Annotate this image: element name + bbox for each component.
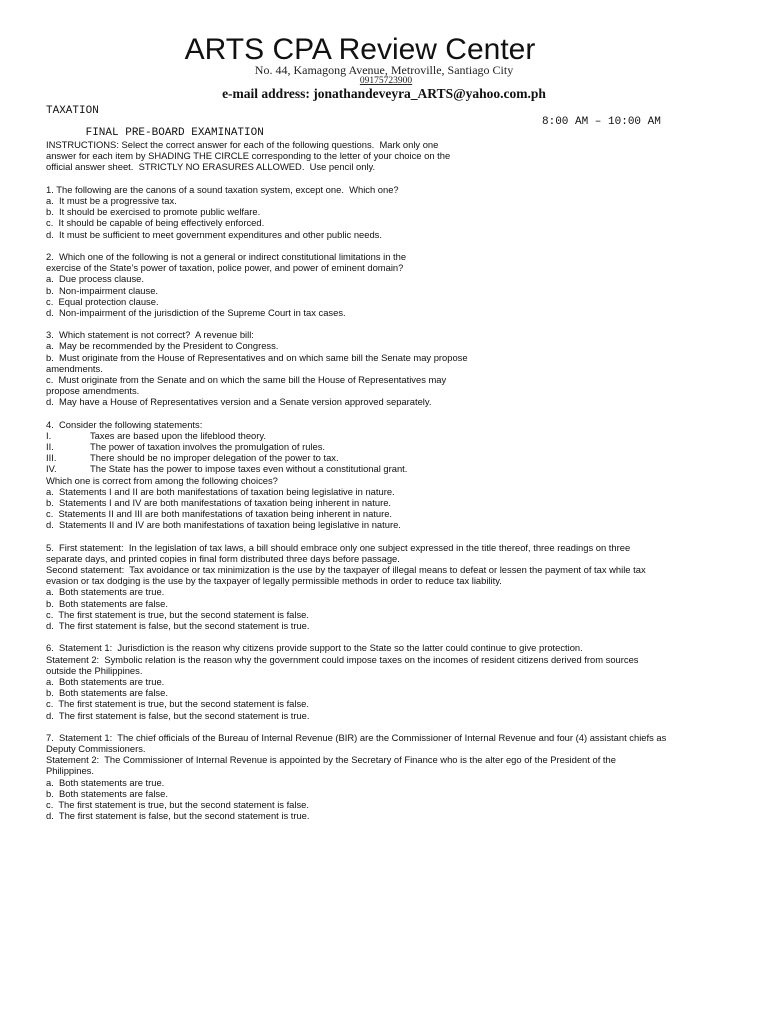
question-5 — [46, 542, 761, 632]
choice-b: b. Both statements are false. — [46, 687, 168, 699]
statement-numeral: II. — [46, 441, 54, 453]
exam-title: FINAL PRE-BOARD EXAMINATION — [85, 126, 264, 139]
choice-b: b. Both statements are false. — [46, 787, 168, 799]
statement-item — [46, 441, 761, 452]
exam-subject: TAXATION — [46, 104, 99, 117]
choice-b: b. Non-impairment clause. — [46, 284, 159, 296]
question-stem: 1. The following are the canons of a sound taxation system, except one. Which one? — [46, 183, 399, 195]
choice-d: d. The first statement is false, but the second statement is true. — [46, 709, 310, 721]
question-1 — [46, 184, 761, 240]
choice-c: c. It should be capable of being effectively enforced. — [46, 217, 265, 229]
choice-c: c. Equal protection clause. — [46, 295, 159, 307]
choice-d: d. Non-impairment of the jurisdiction of the Supreme Court in tax cases. — [46, 306, 346, 318]
question-2 — [46, 251, 761, 318]
choice-a: a. Due process clause. — [46, 273, 144, 285]
statement-numeral: I. — [46, 429, 52, 441]
question-stem: 5. First statement: In the legislation of tax laws, a bill should embrace only one subject expressed in the title thereof, three readings on three separate days, and printed copies in final form distributed three days before passage. Second statement: Tax avoidance or tax minimization is the use by the taxpayer of illegal means to defeat or lessen the payment of tax while tax evasion or tax dodging is the use by the taxpayer of legally permissible methods in order to reduce tax liability. — [46, 541, 646, 587]
choice-c: c. The first statement is true, but the second statement is false. — [46, 608, 309, 620]
statement-text: Taxes are based upon the lifeblood theory. — [90, 429, 266, 441]
choice-d: d. May have a House of Representatives version and a Senate version approved separately. — [46, 396, 432, 408]
question-stem: 7. Statement 1: The chief officials of the Bureau of Internal Revenue (BIR) are the Commissioner of Internal Revenue and four (4) assistant chiefs as Deputy Commissioners. Statement 2: The Commissioner of Internal Revenue is appointed by the Secretary of Finance who is the alter ego of the President of the Philippines. — [46, 731, 667, 777]
choice-c: c. Must originate from the Senate and on which the same bill the House of Representatives may propose amendments. — [46, 374, 447, 397]
choice-b: b. It should be exercised to promote public welfare. — [46, 206, 261, 218]
question-4 — [46, 419, 761, 531]
choice-d: d. The first statement is false, but the second statement is true. — [46, 810, 310, 822]
statement-text: There should be no improper delegation of the power to tax. — [90, 452, 339, 464]
statement-numeral: IV. — [46, 463, 57, 475]
review-center-phone: 09175723900 — [359, 76, 413, 86]
statement-item — [46, 452, 761, 463]
choice-c: c. Statements II and III are both manifestations of taxation being inherent in nature. — [46, 508, 393, 520]
statement-item — [46, 430, 761, 441]
choice-a: a. Both statements are true. — [46, 675, 165, 687]
review-center-email: e-mail address: jonathandeveyra_ARTS@yahoo.com.ph — [222, 86, 546, 101]
choice-a: a. Both statements are true. — [46, 776, 165, 788]
review-center-title: ARTS CPA Review Center — [184, 33, 536, 66]
statement-item — [46, 463, 761, 474]
question-stem: 3. Which statement is not correct? A revenue bill: — [46, 329, 254, 341]
choice-a: a. May be recommended by the President to Congress. — [46, 340, 279, 352]
exam-title-row — [46, 115, 761, 139]
choice-b: b. Both statements are false. — [46, 597, 168, 609]
choice-a: a. It must be a progressive tax. — [46, 195, 177, 207]
choice-a: a. Both statements are true. — [46, 586, 165, 598]
statement-text: The power of taxation involves the promulgation of rules. — [90, 441, 326, 453]
choice-b: b. Must originate from the House of Representatives and on which same bill the Senate may propose amendments. — [46, 351, 468, 374]
choice-c: c. The first statement is true, but the second statement is false. — [46, 799, 309, 810]
choice-d: d. The first statement is false, but the second statement is true. — [46, 620, 310, 632]
exam-body — [46, 106, 761, 822]
question-7 — [46, 732, 761, 822]
choice-c: c. The first statement is true, but the second statement is false. — [46, 698, 309, 710]
choice-d: d. Statements II and IV are both manifestations of taxation being legislative in nature. — [46, 519, 401, 531]
choice-b: b. Statements I and IV are both manifestations of taxation being inherent in nature. — [46, 496, 392, 508]
statement-numeral: III. — [46, 452, 57, 464]
question-prompt: Which one is correct from among the following choices? — [46, 474, 278, 486]
choice-d: d. It must be sufficient to meet government expenditures and other public needs. — [46, 228, 382, 240]
question-6 — [46, 642, 761, 720]
question-stem: 4. Consider the following statements: — [46, 418, 203, 430]
exam-time: 8:00 AM – 10:00 AM — [542, 115, 661, 128]
question-stem: 6. Statement 1: Jurisdiction is the reason why citizens provide support to the State so the latter could continue to give protection. Statement 2: Symbolic relation is the reason why the government could impose taxes on the incomes of resident citizens derived from sources outside the Philippines. — [46, 642, 639, 676]
review-center-address: No. 44, Kamagong Avenue, Metroville, Santiago City — [254, 63, 514, 77]
question-3 — [46, 329, 761, 407]
question-stem: 2. Which one of the following is not a general or indirect constitutional limitations in the exercise of the State’s power of taxation, police power, and power of eminent domain? — [46, 250, 407, 274]
statement-text: The State has the power to impose taxes even without a constitutional grant. — [90, 463, 408, 475]
choice-a: a. Statements I and II are both manifestations of taxation being legislative in nature. — [46, 485, 395, 497]
instructions: INSTRUCTIONS: Select the correct answer for each of the following questions. Mark only one answer for each item by SHADING THE CIRCLE corresponding to the letter of your choice on the official answer sheet. STRICTLY NO ERASURES ALLOWED. Use pencil only. — [46, 139, 451, 173]
